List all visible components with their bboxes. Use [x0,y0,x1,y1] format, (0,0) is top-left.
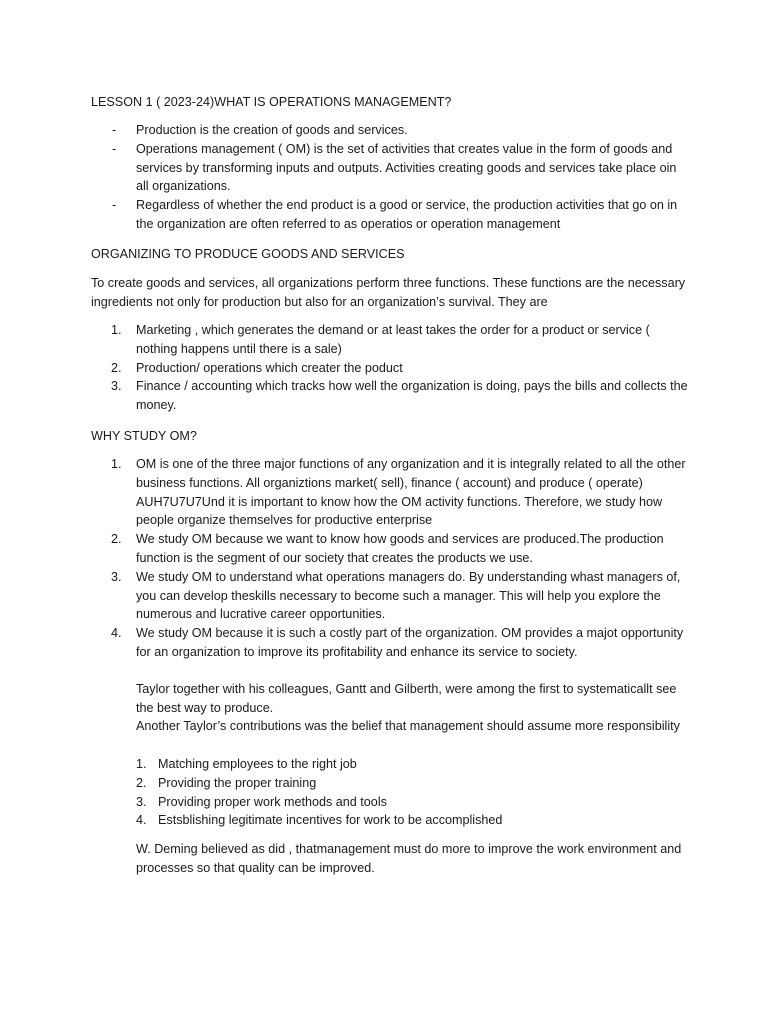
list-item-text: Providing proper work methods and tools [158,794,387,809]
bullet-marker: - [112,123,117,137]
taylor-paragraph: Taylor together with his colleagues, Gantt and Gilberth, were among the first to systematicallt see the best way to produce. [136,682,677,715]
list-item-text: We study OM because it is such a costly part of the organization. OM provides a majot opportunity for an organization to improve its profitability and enhance its service to society. [136,626,684,659]
list-number: 3. [111,569,122,584]
section-heading-why-study: WHY STUDY OM? [91,429,197,443]
list-item [91,359,691,378]
list-item [91,455,691,530]
list-item-text: Marketing , which generates the demand or at least takes the order for a product or service ( nothing happens until there is a sale) [136,323,650,356]
list-number: 2. [111,360,122,375]
list-item-text: Finance / accounting which tracks how well the organization is doing, pays the bills and collects the money. [136,379,688,413]
list-number: 1. [111,457,122,471]
list-item [136,811,691,830]
list-number: 2. [111,532,122,547]
list-item [91,377,691,415]
list-item [91,121,691,140]
deming-paragraph: W. Deming believed as did , thatmanagement must do more to improve the work environment and processes so that quality can be improved. [136,842,682,875]
list-item [91,624,691,662]
list-item-text: Production is the creation of goods and services. [136,123,408,137]
list-item [136,793,691,812]
why-study-list [91,455,691,662]
list-item-text: Matching employees to the right job [158,757,357,771]
list-number: 1. [111,323,122,337]
list-item [91,140,691,196]
list-item-text: Regardless of whether the end product is a good or service, the production activities that go on in the organization are often referred to as operatios or operation management [136,198,678,231]
list-item-text: Estsblishing legitimate incentives for work to be accomplished [158,813,503,828]
list-item [91,321,691,359]
section-heading-organizing: ORGANIZING TO PRODUCE GOODS AND SERVICES [91,247,405,261]
list-item-text: Operations management ( OM) is the set of activities that creates value in the form of goods and services by transforming inputs and outputs. Activities creating goods and services take place oin all organizations. [136,141,677,194]
list-item-text: OM is one of the three major functions of any organization and it is integrally related to all the other business functions. All organiztions market( sell), finance ( account) and produce ( operate) AUH7U7U7Und it is important to know how the OM activity functions. Therefore, we study how people organize themselves for productive enterprise [136,457,686,528]
functions-paragraph: To create goods and services, all organizations perform three functions. These functions are the necessary ingredients not only for production but also for an organization’s survival. They are [91,276,686,309]
list-item [91,530,691,568]
list-number: 1. [136,757,147,771]
functions-list [91,321,691,415]
list-item-text: Production/ operations which creater the poduct [136,360,403,375]
bullet-marker: - [112,198,117,213]
list-item [136,774,691,793]
list-number: 2. [136,775,147,790]
list-number: 3. [111,379,122,394]
list-number: 3. [136,794,147,809]
lesson-heading: LESSON 1 ( 2023-24)WHAT IS OPERATIONS MANAGEMENT? [91,95,452,109]
taylor-list [136,755,691,830]
list-item [91,568,691,624]
list-number: 4. [111,626,122,641]
bullet-marker: - [112,141,117,156]
taylor-contributions-paragraph: Another Taylor’s contributions was the belief that management should assume more responsibility [136,719,680,733]
intro-bullet-list [91,121,691,234]
list-item [91,196,691,234]
list-item-text: Providing the proper training [158,775,317,790]
list-number: 4. [136,813,147,828]
list-item-text: We study OM to understand what operations managers do. By understanding whast managers of, you can develop theskills necessary to become such a manager. This will help you explore the numerous and lucrative career opportunities. [136,569,681,622]
list-item-text: We study OM because we want to know how goods and services are produced.The production function is the segment of our society that creates the products we use. [136,532,664,565]
list-item [136,755,691,774]
